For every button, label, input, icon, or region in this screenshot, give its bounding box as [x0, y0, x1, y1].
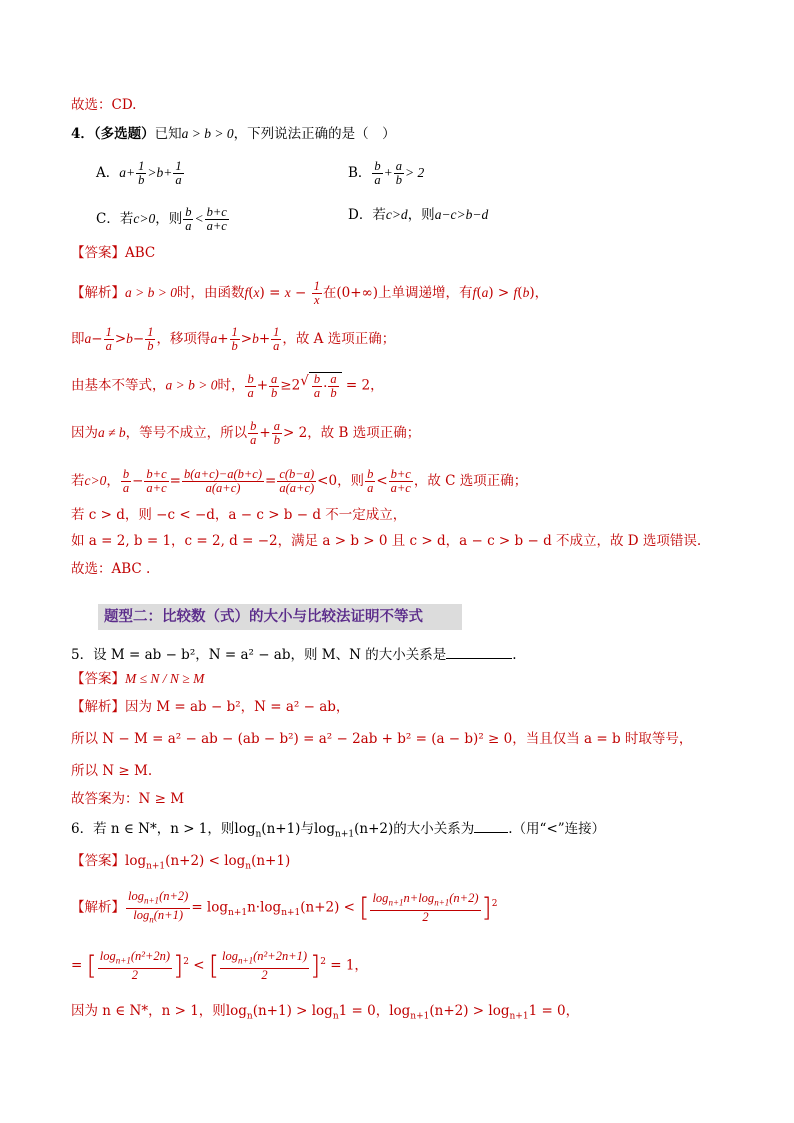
q6-analysis-2: = [ $\frac{\log_{n+1}(n^2+2n)}{2}$ ]$^2$ < [ $\frac{\log_{n+1}(n^2+2n+1)}{2}$ ]$^2$ = 1，	[71, 949, 368, 982]
option-c-label: C．若	[96, 211, 134, 227]
analysis-tag: 【解析】	[71, 899, 125, 916]
analysis-text: ，故 A 选项正确；	[282, 331, 396, 347]
option-d-label: D．若	[348, 207, 386, 223]
q6-analysis-3: 因为 n ∈ N*，n > 1，则$\log_n(n+1) > \log_n1 = 0$，$\log_{n+1}(n+2) > \log_{n+1}1 = 0$，	[71, 1003, 580, 1022]
q4-condition: a > b > 0	[181, 126, 234, 141]
analysis-text: 即	[71, 331, 85, 347]
q4-number: 4．	[71, 126, 94, 142]
answer-blank	[446, 646, 512, 659]
q4-analysis-2: 即a− $\frac{1}{a}$ >b− $\frac{1}{b}$ ，移项得a+ $\frac{1}{b}$ >b+ $\frac{1}{a}$ ，故 A 选项正确；	[71, 325, 396, 353]
q4-answer	[71, 244, 155, 262]
q6-stem-text: 与	[300, 821, 314, 837]
answer-value: ABC	[125, 245, 156, 261]
q4-final-answer: 故选：ABC .	[71, 561, 151, 577]
q5-analysis-3: 所以 N ≥ M.	[71, 763, 153, 779]
option-a-label: A．	[96, 165, 120, 181]
option-b-label: B．	[348, 165, 372, 181]
q5-stem-end: .	[512, 647, 517, 663]
q4-option-d: D．若c>d，则a−c>b−d	[348, 207, 489, 223]
analysis-text: ，故 C 选项正确；	[413, 473, 528, 489]
analysis-tag: 【解析】	[71, 285, 125, 301]
analysis-tag: 【解析】	[71, 699, 125, 715]
q5-answer	[71, 670, 204, 688]
answer-tag: 【答案】	[71, 245, 125, 261]
answer-tag: 【答案】	[71, 671, 125, 687]
q5-stem	[71, 646, 517, 664]
q6-stem-text: 的大小关系为	[393, 821, 475, 837]
analysis-text: ，等号不成立，所以	[125, 425, 248, 441]
analysis-text: 时，由函数	[176, 285, 245, 301]
q4-stem-text: 已知	[154, 126, 182, 142]
q6-stem-text: 6．若 n ∈ N*，n > 1，则	[71, 821, 235, 837]
analysis-text: 因为 M = ab − b²，N = a² − ab，	[125, 699, 350, 715]
prev-final-answer: 故选：CD.	[71, 97, 137, 113]
q4-analysis-3: 由基本不等式，a > b > 0时， $\frac{b}{a}$ + $\frac{a}{b}$ ≥2 √ $\frac{b}{a}$ · $\frac{a}{b}$ = 2，	[71, 371, 384, 400]
answer-value: M ≤ N / N ≥ M	[125, 671, 205, 686]
q4-option-b: B． $\frac{b}{a}$ + $\frac{a}{b}$ > 2	[348, 159, 425, 187]
q6-stem-text: .（用“<”连接）	[508, 821, 606, 837]
q5-final-answer: 故答案为：N ≥ M	[71, 791, 185, 807]
q4-stem	[71, 125, 396, 143]
q5-stem-text: 5．设 M = ab − b²，N = a² − ab，则 M、N 的大小关系是	[71, 647, 447, 663]
q5-analysis-1	[71, 698, 349, 716]
q4-analysis-1: 【解析】a > b > 0时，由函数f(x) = x − $\frac{1}{x}$ 在(0+∞)上单调递增，有f(a) > f(b)，	[71, 279, 549, 307]
analysis-text: ，故 B 选项正确；	[307, 425, 421, 441]
q6-answer: 【答案】$\log_{n+1}(n+2) < \log_n(n+1)$	[71, 853, 291, 872]
analysis-text: ，	[565, 1003, 580, 1019]
analysis-text: 因为 n ∈ N*，n > 1，则	[71, 1003, 226, 1019]
section-heading: 题型二：比较数（式）的大小与比较法证明不等式	[98, 604, 462, 630]
q4-option-c: C．若c>0，则 $\frac{b}{a}$ < $\frac{b+c}{a+c}$	[96, 205, 227, 233]
q4-option-a: A．a+ $\frac{1}{b}$ >b+ $\frac{1}{a}$	[96, 159, 182, 187]
q5-analysis-2: 所以 N − M = a² − ab − (ab − b²) = a² − 2ab + b² = (a − b)² ≥ 0，当且仅当 a = b 时取等号，	[71, 731, 693, 747]
analysis-text: ，移项得	[156, 331, 211, 347]
analysis-text: 因为	[71, 425, 98, 441]
q4-analysis-5: 若c>0， $\frac{b}{a}$ − $\frac{b+c}{a+c}$ = $\frac{b(a+c)-a(b+c)}{a(a+c)}$ = $\frac{c(b-a)}{a(a+c)}$ <0，则 $\frac{b}{a}$ < $\frac{b+c}{a+c}$ ，故 C 选项正确；	[71, 467, 528, 495]
analysis-text: 时，	[217, 377, 245, 394]
q4-analysis-4: 因为a ≠ b，等号不成立，所以 $\frac{b}{a}$ + $\frac{a}{b}$ > 2，故 B 选项正确；	[71, 419, 421, 447]
analysis-text: 由基本不等式，	[71, 377, 166, 394]
q6-analysis-1: 【解析】 $\frac{\log_{n+1}(n+2)}{\log_n(n+1)}$ = $\log_{n+1}n\cdot\log_{n+1}(n+2)$ < [ $\frac{\log_{n+1}n+\log_{n+1}(n+2)}{2}$ ]$^2$	[71, 889, 498, 924]
q6-stem: 6．若 n ∈ N*，n > 1，则$\log_n(n+1)$与$\log_{n+1}(n+2)$的大小关系为 .（用“<”连接）	[71, 821, 606, 840]
q4-tag: （多选题）	[93, 126, 155, 142]
q4-analysis-6: 若 c > d，则 −c < −d，a − c > b − d 不一定成立，	[71, 507, 407, 523]
answer-tag: 【答案】	[71, 853, 125, 869]
analysis-text: 上单调递增，有	[378, 285, 473, 301]
q4-stem-end: ，下列说法正确的是（ ）	[233, 126, 396, 142]
analysis-text: ，则	[337, 473, 365, 489]
analysis-text: 若	[71, 473, 85, 489]
q4-analysis-7: 如 a = 2, b = 1，c = 2, d = −2，满足 a > b > 0 且 c > d，a − c > b − d 不成立，故 D 选项错误.	[71, 533, 702, 549]
answer-blank	[474, 820, 508, 833]
